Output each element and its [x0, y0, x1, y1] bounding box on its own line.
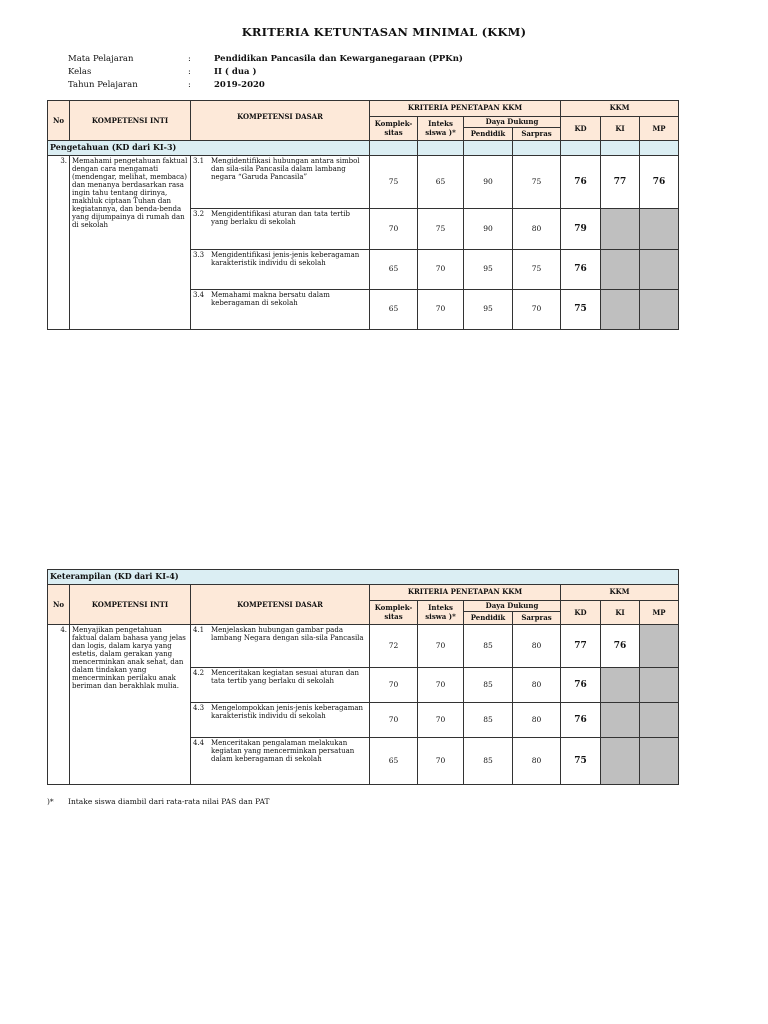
kd-description: Mengidentifikasi aturan dan tata tertib yang berlaku di sekolah — [211, 210, 351, 227]
kompleksitas-value: 65 — [370, 738, 418, 785]
meta-year — [68, 78, 463, 91]
header-daya-dukung: Daya Dukung — [464, 601, 561, 612]
kkm-kd-value: 76 — [561, 250, 601, 290]
header-kompleksitas: Komplek-sitas — [370, 117, 418, 141]
kkm-ki-value: 77 — [601, 156, 640, 209]
ki-description: Menyajikan pengetahuan faktual dalam bahasa yang jelas dan logis, dalam karya yang estetis, dalam gerakan yang mencerminkan anak sehat, dan dalam tindakan yang mencerminkan perilaku anak beriman dan berakhlak mulia. — [70, 625, 191, 785]
shaded-cell — [640, 738, 679, 785]
shaded-cell — [601, 703, 640, 738]
shaded-cell — [601, 250, 640, 290]
shaded-cell — [640, 625, 679, 668]
section-cell — [464, 141, 513, 156]
sarpras-value: 80 — [513, 209, 561, 250]
header-kompetensi-dasar: KOMPETENSI DASAR — [191, 585, 370, 625]
section-cell — [601, 141, 640, 156]
kompleksitas-value: 70 — [370, 703, 418, 738]
pendidik-value: 90 — [464, 156, 513, 209]
kompleksitas-value: 65 — [370, 290, 418, 330]
kd-cell — [191, 703, 370, 738]
kompleksitas-value: 65 — [370, 250, 418, 290]
table-row — [48, 156, 679, 209]
shaded-cell — [601, 738, 640, 785]
intake-value: 70 — [418, 738, 464, 785]
header-sarpras: Sarpras — [513, 128, 561, 141]
kkm-table-pengetahuan — [47, 100, 679, 330]
meta-value: Pendidikan Pancasila dan Kewarganegaraan (PPKn) — [214, 53, 463, 64]
kd-cell — [191, 156, 370, 209]
kd-description: Menceritakan pengalaman melakukan kegiatan yang mencerminkan persatuan dalam keberagaman di sekolah — [211, 739, 355, 764]
meta-subject — [68, 52, 463, 65]
sarpras-value: 70 — [513, 290, 561, 330]
section-cell — [640, 141, 679, 156]
meta-colon: : — [188, 79, 191, 90]
sarpras-value: 80 — [513, 625, 561, 668]
kd-description: Mengidentifikasi jenis-jenis keberagaman karakteristik individu di sekolah — [211, 251, 360, 268]
footnote — [47, 797, 269, 806]
kkm-kd-value: 75 — [561, 290, 601, 330]
pendidik-value: 85 — [464, 738, 513, 785]
ki-number: 3. — [48, 156, 70, 330]
shaded-cell — [640, 290, 679, 330]
shaded-cell — [640, 668, 679, 703]
shaded-cell — [601, 668, 640, 703]
kompleksitas-value: 72 — [370, 625, 418, 668]
kd-cell — [191, 290, 370, 330]
kd-description: Menjelaskan hubungan gambar pada lambang Negara dengan sila-sila Pancasila — [211, 626, 364, 643]
shaded-cell — [601, 209, 640, 250]
header-pendidik: Pendidik — [464, 128, 513, 141]
section-row — [48, 570, 679, 585]
kd-description: Menceritakan kegiatan sesuai aturan dan tata tertib yang berlaku di sekolah — [211, 669, 359, 686]
kkm-kd-value: 76 — [561, 703, 601, 738]
section-cell — [418, 141, 464, 156]
intake-value: 70 — [418, 250, 464, 290]
intake-value: 70 — [418, 625, 464, 668]
intake-value: 65 — [418, 156, 464, 209]
kd-number: 4.1 — [193, 626, 205, 635]
section-cell — [513, 141, 561, 156]
header-kd: KD — [561, 601, 601, 625]
header-ki: KI — [601, 117, 640, 141]
kd-number: 4.3 — [193, 704, 205, 713]
meta-colon: : — [188, 66, 191, 77]
ki-number: 4. — [48, 625, 70, 785]
kd-number: 3.4 — [193, 291, 205, 300]
header-kompleksitas: Komplek-sitas — [370, 601, 418, 625]
pendidik-value: 95 — [464, 290, 513, 330]
footnote-text: Intake siswa diambil dari rata-rata nilai PAS dan PAT — [68, 797, 270, 806]
section-title: Pengetahuan (KD dari KI-3) — [48, 141, 370, 156]
pendidik-value: 90 — [464, 209, 513, 250]
sarpras-value: 80 — [513, 738, 561, 785]
sarpras-value: 80 — [513, 703, 561, 738]
header-ki: KI — [601, 601, 640, 625]
kd-description: Mengelompokkan jenis-jenis keberagaman karakteristik individu di sekolah — [211, 704, 364, 721]
ki-description: Memahami pengetahuan faktual dengan cara mengamati (mendengar, melihat, membaca) dan menanya berdasarkan rasa ingin tahu tentang dirinya, makhluk ciptaan Tuhan dan kegiatannya, dan benda-benda yang dijumpainya di rumah dan di sekolah — [70, 156, 191, 330]
table-row — [48, 625, 679, 668]
kompleksitas-value: 70 — [370, 668, 418, 703]
meta-colon: : — [188, 53, 191, 64]
sarpras-value: 75 — [513, 250, 561, 290]
kd-cell — [191, 250, 370, 290]
kkm-kd-value: 77 — [561, 625, 601, 668]
meta-value: II ( dua ) — [214, 66, 257, 77]
kkm-kd-value: 76 — [561, 156, 601, 209]
meta-label: Tahun Pelajaran — [68, 79, 138, 90]
shaded-cell — [640, 209, 679, 250]
header-kd: KD — [561, 117, 601, 141]
header-kompetensi-inti: KOMPETENSI INTI — [70, 101, 191, 141]
intake-value: 70 — [418, 668, 464, 703]
meta-label: Mata Pelajaran — [68, 53, 134, 64]
kd-cell — [191, 668, 370, 703]
document-meta — [68, 52, 463, 91]
kd-cell — [191, 209, 370, 250]
pendidik-value: 95 — [464, 250, 513, 290]
header-intake: Inteks siswa )* — [418, 117, 464, 141]
header-kkm: KKM — [561, 585, 679, 601]
sarpras-value: 80 — [513, 668, 561, 703]
header-kompetensi-inti: KOMPETENSI INTI — [70, 585, 191, 625]
header-mp: MP — [640, 117, 679, 141]
meta-label: Kelas — [68, 66, 92, 77]
shaded-cell — [640, 703, 679, 738]
header-intake: Inteks siswa )* — [418, 601, 464, 625]
kkm-table-keterampilan — [47, 569, 679, 785]
header-kriteria: KRITERIA PENETAPAN KKM — [370, 585, 561, 601]
kkm-kd-value: 75 — [561, 738, 601, 785]
shaded-cell — [601, 290, 640, 330]
header-sarpras: Sarpras — [513, 612, 561, 625]
kd-description: Mengidentifikasi hubungan antara simbol dan sila-sila Pancasila dalam lambang negara “Garuda Pancasila” — [211, 157, 360, 182]
pendidik-value: 85 — [464, 668, 513, 703]
kd-number: 3.1 — [193, 157, 205, 166]
kd-number: 3.2 — [193, 210, 205, 219]
shaded-cell — [640, 250, 679, 290]
pendidik-value: 85 — [464, 625, 513, 668]
kkm-kd-value: 79 — [561, 209, 601, 250]
header-kkm: KKM — [561, 101, 679, 117]
header-no: No — [48, 101, 70, 141]
kd-number: 4.4 — [193, 739, 205, 748]
section-cell — [370, 141, 418, 156]
section-cell — [561, 141, 601, 156]
meta-class — [68, 65, 463, 78]
pendidik-value: 85 — [464, 703, 513, 738]
footnote-mark: )* — [47, 797, 54, 806]
section-title: Keterampilan (KD dari KI-4) — [48, 570, 679, 585]
intake-value: 70 — [418, 703, 464, 738]
kkm-ki-value: 76 — [601, 625, 640, 668]
kd-description: Memahami makna bersatu dalam keberagaman di sekolah — [211, 291, 330, 308]
header-pendidik: Pendidik — [464, 612, 513, 625]
header-daya-dukung: Daya Dukung — [464, 117, 561, 128]
intake-value: 75 — [418, 209, 464, 250]
document-title: KRITERIA KETUNTASAN MINIMAL (KKM) — [241, 25, 527, 39]
kd-cell — [191, 738, 370, 785]
sarpras-value: 75 — [513, 156, 561, 209]
header-kompetensi-dasar: KOMPETENSI DASAR — [191, 101, 370, 141]
kkm-mp-value: 76 — [640, 156, 679, 209]
header-no: No — [48, 585, 70, 625]
kd-number: 3.3 — [193, 251, 205, 260]
meta-value: 2019-2020 — [214, 79, 265, 90]
header-kriteria: KRITERIA PENETAPAN KKM — [370, 101, 561, 117]
kd-cell — [191, 625, 370, 668]
kompleksitas-value: 70 — [370, 209, 418, 250]
kompleksitas-value: 75 — [370, 156, 418, 209]
header-mp: MP — [640, 601, 679, 625]
kd-number: 4.2 — [193, 669, 205, 678]
intake-value: 70 — [418, 290, 464, 330]
kkm-kd-value: 76 — [561, 668, 601, 703]
section-row — [48, 141, 679, 156]
